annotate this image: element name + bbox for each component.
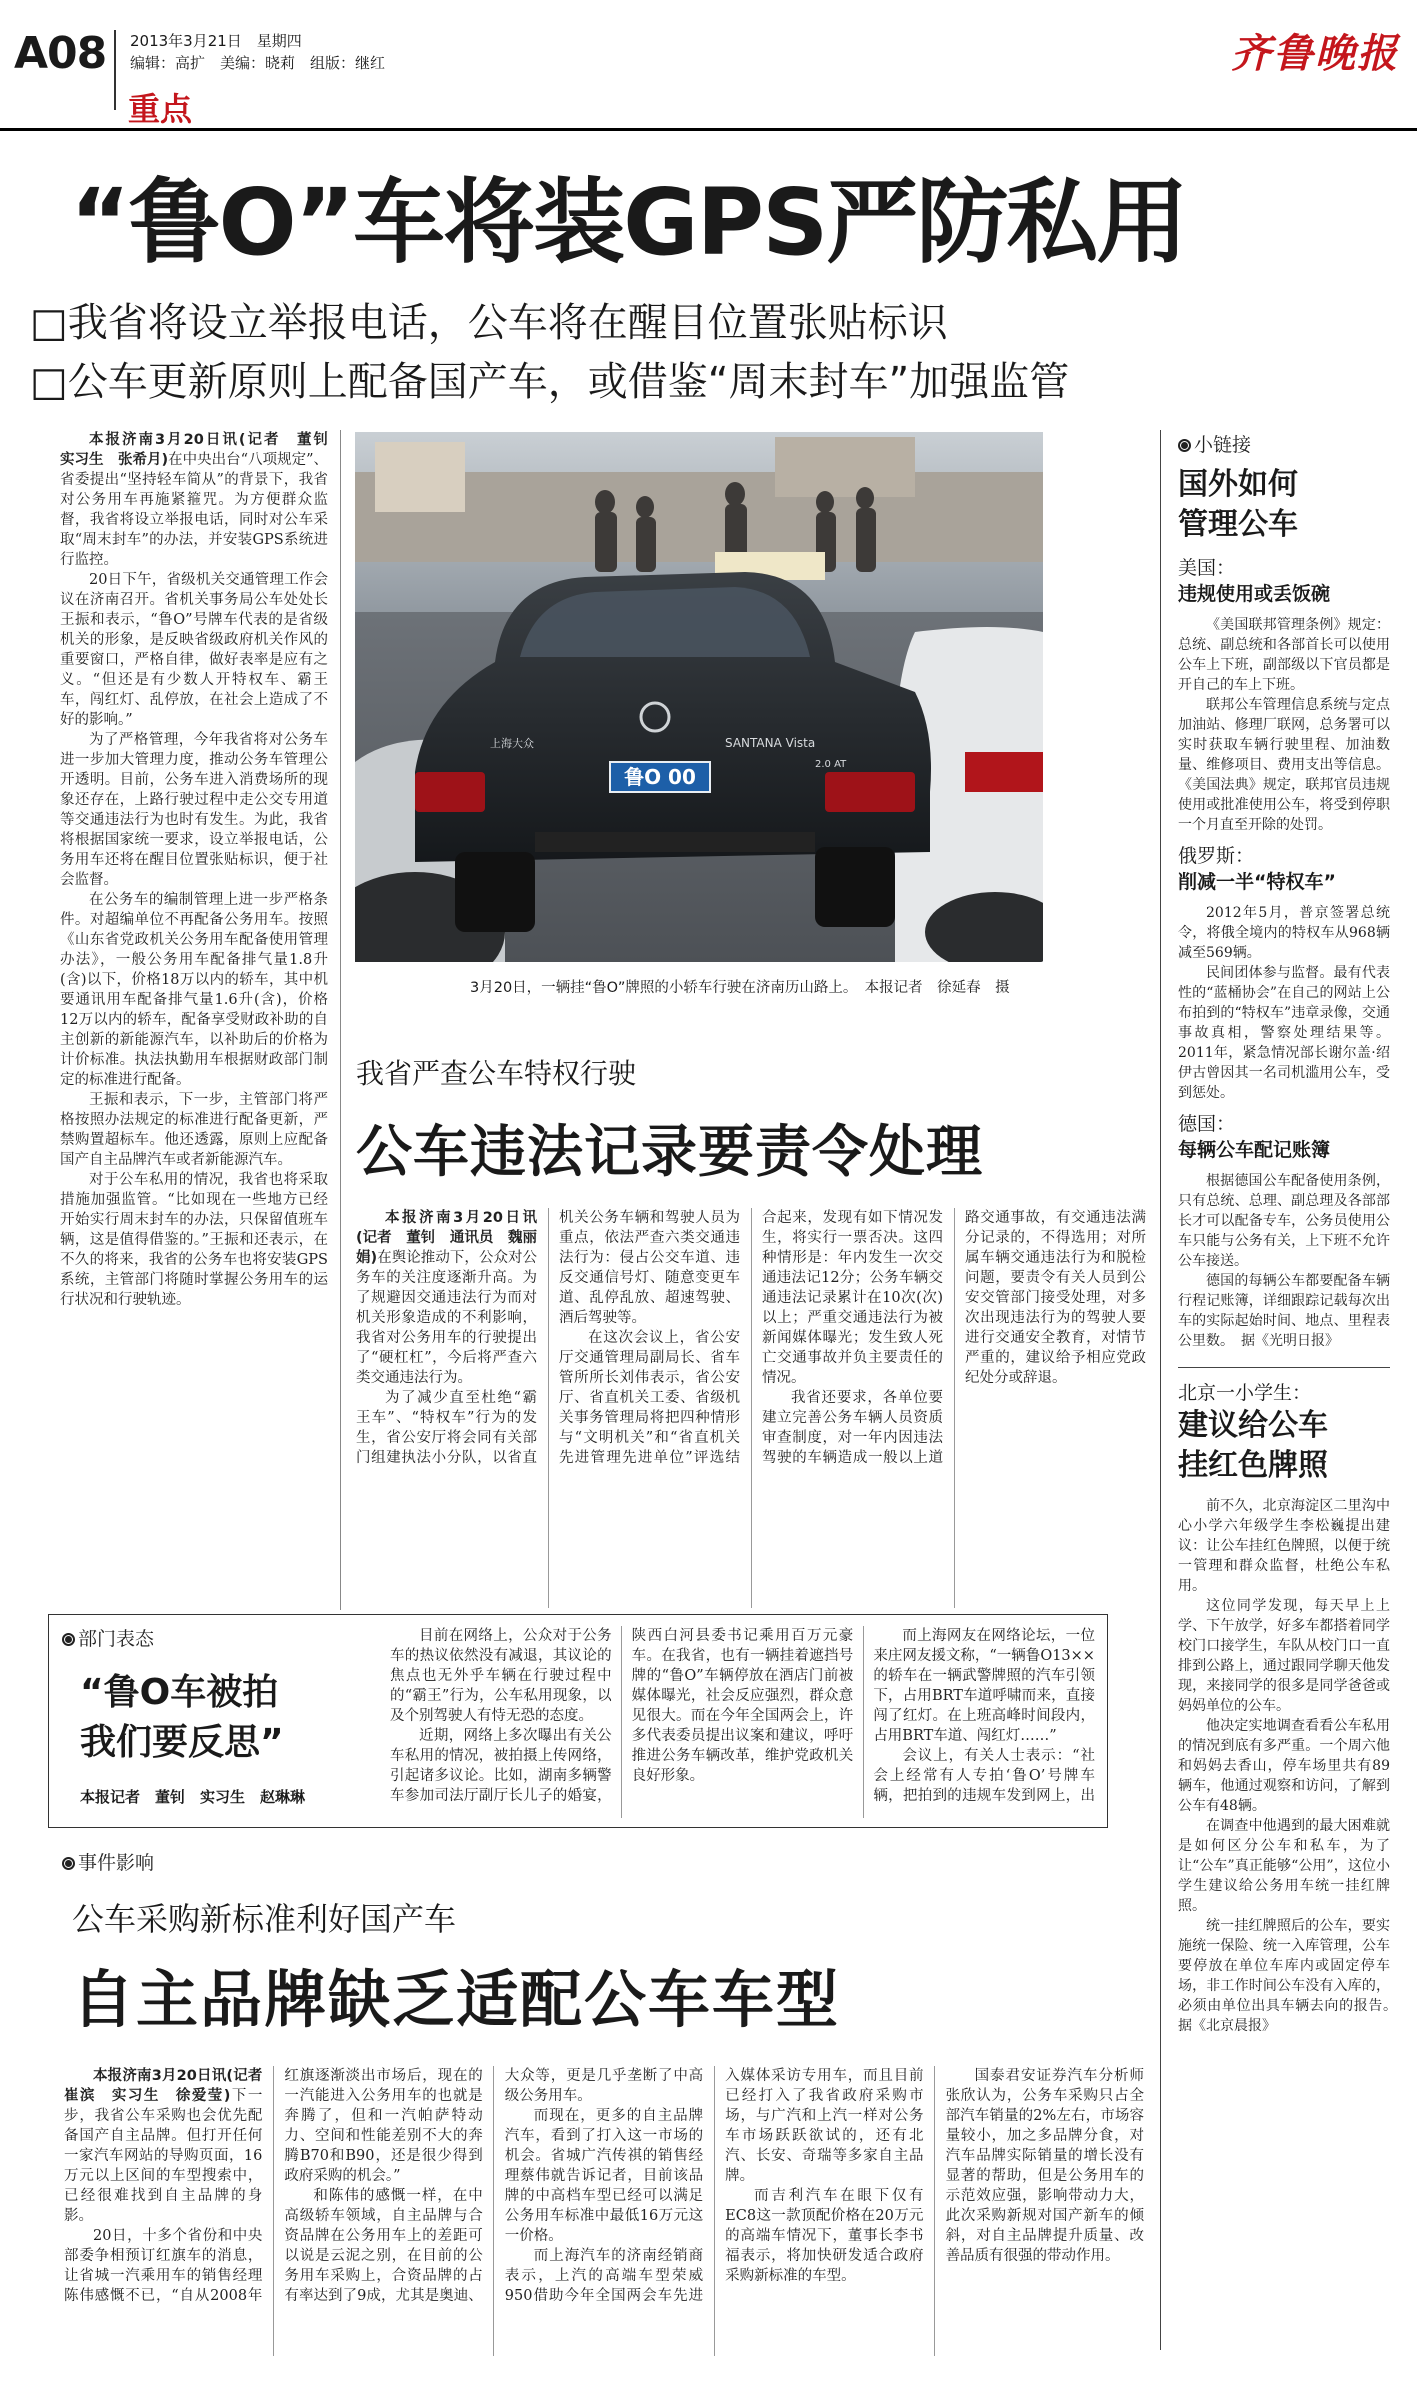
russia-title: 削减一半“特权车” <box>1178 871 1336 893</box>
sidebar <box>1178 430 1390 2350</box>
dept-headline-1: “鲁O车被拍 <box>80 1672 279 1713</box>
car-brand-badge: 上海大众 <box>490 737 534 750</box>
usa-para-2: 联邦公车管理信息系统与定点加油站、修理厂联网，总务署可以实时获取车辆行驶里程、加油数量、维修项目、费用支出等信息。《美国法典》规定，联邦官员违规使用或批准使用公车，将受到停职一个月直至开除的处罚。 <box>1178 697 1390 833</box>
main-para-3: 为了严格管理，今年我省将对公务车进一步加大管理力度，推动公务车管理公开透明。目前，公务车进入消费场所的现象还存在，上路行驶过程中走公交专用道等交通违法行为也时有发生。为此，我省将根据国家统一要求，设立举报电话，公务用车还将在醒目位置张贴标识，便于社会监督。 <box>60 732 328 888</box>
newspaper-logo: 齐鲁晚报 <box>1231 31 1399 77</box>
editors-line: 编辑：高扩 美编：晓莉 组版：继红 <box>130 54 386 72</box>
violation-article <box>356 1208 1146 1608</box>
main-para-1: 在中央出台“八项规定”、省委提出“坚持轻车简从”的背景下，我省对公务用车再施紧箍咒。为方便群众监督，我省将设立举报电话，同时对公车采取“周末封车”的办法，并安装GPS系统进行监控。 <box>60 452 328 568</box>
violation-kicker: 我省严查公车特权行驶 <box>356 1057 637 1090</box>
main-para-6: 对于公车私用的情况，我省也将采取措施加强监管。“比如现在一些地方已经开始实行周末封车的办法，只保留值班车辆，这是值得借鉴的。”王振和还表示，在不久的将来，我省的公务车也将安装GPS系统，主管部门将随时掌握公务用车的运行状况和行驶轨迹。 <box>60 1172 328 1308</box>
dot-icon <box>62 1633 75 1646</box>
student-para-4: 在调查中他遇到的最大困难就是如何区分公车和私车，为了让“公车”真正能够“公用”，这位小学生建议给公务用车统一挂红牌照。 <box>1178 1818 1390 1914</box>
russia-para-1: 2012年5月，普京签署总统令，将俄全境内的特权车从968辆减至569辆。 <box>1178 905 1390 961</box>
main-para-4: 在公务车的编制管理上进一步严格条件。对超编单位不再配备公务用车。按照《山东省党政机关公务用车配备使用管理办法》，一般公务用车配备排气量1.8升(含)以下，价格18万以内的轿车，其中机要通讯用车配备排气量1.6升(含)，价格12万以内的轿车，配备享受财政补助的自主创新的新能源汽车，以补助后的价格为计价标准。执法执勤用车根据财政部门制定的标准进行配备。 <box>60 892 328 1088</box>
col-divider <box>340 430 341 1610</box>
student-kicker: 北京一小学生： <box>1178 1382 1312 1404</box>
violation-para-3: 在这次会议上，省公安厅交通管理局副局长、省车管所所长刘伟表示，省公安厅、省直机关工委、省级机关事务管理局将把四种情形与“文明机关”和“省直机关先进管理先进单位”评选结合起来，发现有如下情况发生，将实行一票否决。这四种情形是：年内发生一次交通违法记12分；公务车辆交通违法记录累计在10次(次)以上；严重交通违法行为被新闻媒体曝光；发生致人死亡交通事故并负主要责任的情况。 <box>559 1210 943 1466</box>
dept-para-1: 目前在网络上，公众对于公务车的热议依然没有减退，其议论的焦点也无外乎车辆在行驶过程中的“霸王”行为，公车私用现象，以及个别驾驶人有恃无恐的态度。 <box>390 1628 612 1724</box>
impact-para-5: 而上海汽车的济南经销商表示，上汽的高端车型荣威950借助今年全国两会车先进入媒体采访专用车，而且目前已经打入了我省政府采购市场，与广汽和上汽一样对公务车市场跃跃欲试的，还有北汽、长安、奇瑞等多家自主品牌。 <box>504 2068 924 2304</box>
dot-icon <box>62 1857 75 1870</box>
germany-para-2: 德国的每辆公车都要配备车辆行程记账簿，详细跟踪记载每次出车的实际起始时间、地点、里程表公里数。 据《光明日报》 <box>1178 1273 1390 1349</box>
impact-para-1: 下一步，我省公车采购也会优先配备国产自主品牌。但打开任何一家汽车网站的导购页面，16万元以上区间的车型搜索中，已经很难找到自主品牌的身影。 <box>64 2088 263 2224</box>
student-headline-1: 建议给公车 <box>1178 1408 1328 1443</box>
main-subhead-2: □公车更新原则上配备国产车，或借鉴“周末封车”加强监管 <box>30 359 1070 405</box>
license-plate-text: 鲁O 00 <box>624 765 696 789</box>
section-label: 重点 <box>128 90 193 128</box>
dept-para-2: 近期，网络上多次曝出有关公车私用的情况，被拍摄上传网络，引起诸多议论。比如，湖南多辆警车参加司法厅副厅长儿子的婚宴，陕西白河县委书记乘用百万元豪车。在我省，也有一辆挂着遮挡号牌的“鲁O”车辆停放在酒店门前被媒体曝光，社会反应强烈，群众意见很大。而在今年全国两会上，许多代表委员提出议案和建议，呼吁推进公务车辆改革，维护党政机关良好形象。 <box>390 1628 854 1804</box>
russia-para-2: 民间团体参与监督。最有代表性的“蓝桶协会”在自己的网站上公布拍到的“特权车”违章录像，交通事故真相，警察处理结果等。2011年，紧急情况部长谢尔盖·绍伊古曾因其一名司机滥用公车，受到惩处。 <box>1178 965 1390 1101</box>
sidebar-inner-rule <box>1178 1367 1390 1368</box>
impact-headline: 自主品牌缺乏适配公车车型 <box>72 1963 841 2036</box>
dept-para-4: 会议上，有关人士表示：“社会上经常有人专拍‘鲁O’号牌车辆，把拍到的违规车发到网上，出 <box>873 1748 1095 1804</box>
germany-title: 每辆公车配记账簿 <box>1178 1139 1331 1161</box>
news-photo <box>355 432 1043 962</box>
dept-headline-2: 我们要反思” <box>80 1722 284 1763</box>
student-para-2: 这位同学发现，每天早上上学、下午放学，好多车都搭着同学校门口接学生，车队从校门口一直排到公路上，通过跟同学聊天他发现，来接同学的很多是同学爸爸或妈妈单位的公车。 <box>1178 1598 1390 1714</box>
impact-article <box>64 2066 1144 2356</box>
russia-country: 俄罗斯： <box>1178 845 1255 867</box>
impact-byline: 本报济南3月20日讯(记者 崔滨 实习生 徐爱莹) <box>64 2068 277 2104</box>
sidebar-title-1: 国外如何 <box>1178 467 1298 502</box>
germany-country: 德国： <box>1178 1113 1236 1135</box>
photo-caption: 3月20日，一辆挂“鲁O”牌照的小轿车行驶在济南历山路上。 本报记者 徐延春 摄 <box>470 980 1010 996</box>
car-trim-badge: 2.0 AT <box>815 759 847 770</box>
student-para-1: 前不久，北京海淀区二里沟中心小学六年级学生李松巍提出建议：让公车挂红色牌照，以便于统一管理和群众监督，杜绝公车私用。 <box>1178 1498 1390 1594</box>
main-article <box>60 430 328 1470</box>
impact-tag <box>62 1848 154 1875</box>
dept-byline: 本报记者 董钊 实习生 赵琳琳 <box>80 1788 306 1806</box>
impact-tag-label: 事件影响 <box>78 1852 155 1874</box>
impact-para-6: 而吉利汽车在眼下仅有EC8这一款顶配价格在20万元的高端车情况下，董事长李书福表示，将加快研发适合政府采购新标准的车型。 <box>725 2188 924 2284</box>
violation-para-2: 为了减少直至杜绝“霸王车”、“特权车”行为的发生，省公安厅将会同有关部门组建执法小分队，以省直机关公务车辆和驾驶人员为重点，依法严查六类交通违法行为：侵占公交车道、违反交通信号灯、随意变更车道、乱停乱放、超速驾驶、酒后驾驶等。 <box>356 1210 740 1466</box>
main-headline: “鲁O”车将装GPS严防私用 <box>70 169 1187 276</box>
usa-para-1: 《美国联邦管理条例》规定：总统、副总统和各部首长可以使用公车上下班，副部级以下官员都是开自己的车上下班。 <box>1178 617 1390 693</box>
violation-para-4: 我省还要求，各单位要建立完善公务车辆人员资质审查制度，对一年内因违法驾驶的车辆造成一般以上道路交通事故，有交通违法满分记录的，不得选用；对所属车辆交通违法行为和脱检问题，要责令有关人员到公安交管部门接受处理，对多次出现违法行为的驾驶人要进行交通安全教育，对情节严重的，建议给予相应党政纪处分或辞退。 <box>762 1210 1146 1466</box>
impact-para-2: 20日，十多个省份和中央部委争相预订红旗车的消息，让省城一汽乘用车的销售经理陈伟感慨不已，“自从2008年红旗逐渐淡出市场后，现在的一汽能进入公务用车的也就是奔腾了，但和一汽帕萨特动力、空间和性能差别不大的奔腾B70和B90，还是很少得到政府采购的机会。” <box>64 2068 483 2304</box>
header-rule <box>0 128 1417 131</box>
impact-para-7: 国泰君安证券汽车分析师张欣认为，公务车采购只占全部汽车销量的2%左右，市场容量较小，加之多品牌分食，对汽车品牌实际销量的增长没有显著的帮助，但是公务用车的示范效应强，影响带动力大，此次采购新规对国产新车的倾斜，对自主品牌提升质量、改善品质有很强的带动作用。 <box>945 2068 1144 2264</box>
main-para-5: 王振和表示，下一步，主管部门将严格按照办法规定的标准进行配备更新，严禁购置超标车。他还透露，原则上应配备国产自主品牌汽车或者新能源汽车。 <box>60 1092 328 1168</box>
car-photo-illustration <box>355 432 1043 962</box>
sidebar-divider <box>1160 430 1161 2350</box>
header-divider-vertical <box>114 30 116 110</box>
dept-para-3: 而上海网友在网络论坛，一位来庄网友援文称，“一辆鲁O13××的轿车在一辆武警牌照的汽车引领下，占用BRT车道呼啸而来，直接闯了红灯。在上班高峰时间段内，占用BRT车道、闯红灯……” <box>873 1628 1095 1744</box>
dept-tag <box>62 1624 154 1651</box>
student-para-3: 他决定实地调查看看公车私用的情况到底有多严重。一个周六他和妈妈去香山，停车场里共有89辆车，他通过观察和访问，了解到公车有48辆。 <box>1178 1718 1390 1814</box>
student-para-5: 统一挂红牌照后的公车，要实施统一保险、统一入库管理，公车要停放在单位车库内或固定停车场，非工作时间公车没有入库的，必须由单位出具车辆去向的报告。 据《北京晨报》 <box>1178 1918 1390 2034</box>
impact-para-3: 和陈伟的感慨一样，在中高级轿车领域，自主品牌与合资品牌在公务用车上的差距可以说是云泥之别，在目前的公务用车采购上，合资品牌的占有率达到了9成，尤其是奥迪、大众等，更是几乎垄断了中高级公务用车。 <box>284 2068 704 2304</box>
sidebar-tag <box>1178 430 1390 457</box>
violation-byline: 本报济南3月20日讯(记者 董钊 通讯员 魏丽娟) <box>356 1210 537 1266</box>
car-model-badge: SANTANA Vista <box>725 736 816 750</box>
main-byline: 本报济南3月20日讯(记者 董钊 实习生 张希月) <box>60 432 328 468</box>
main-para-2: 20日下午，省级机关交通管理工作会议在济南召开。省机关事务局公车处处长王振和表示，“鲁O”号牌车代表的是省级机关的形象，是反映省级政府机关作风的重要窗口，严格自律，做好表率是应有之义。“但还是有少数人开特权车、霸王车，闯红灯、乱停放，在社会上造成了不好的影响。” <box>60 572 328 728</box>
germany-para-1: 根据德国公车配备使用条例，只有总统、总理、副总理及各部部长才可以配备专车，公务员使用公车只能与公务有关，上下班不允许公车接送。 <box>1178 1173 1390 1269</box>
usa-title: 违规使用或丢饭碗 <box>1178 583 1331 605</box>
usa-country: 美国： <box>1178 557 1236 579</box>
violation-headline: 公车违法记录要责令处理 <box>356 1120 983 1185</box>
student-headline-2: 挂红色牌照 <box>1178 1448 1328 1483</box>
dept-tag-label: 部门表态 <box>78 1628 155 1650</box>
impact-para-4: 而现在，更多的自主品牌汽车，看到了打入这一市场的机会。省城广汽传祺的销售经理蔡伟就告诉记者，目前该品牌的中高档车型已经可以满足公务用车标准中最低16万元这一价格。 <box>504 2108 704 2244</box>
page-number: A08 <box>14 28 107 79</box>
main-subhead-1: □我省将设立举报电话，公车将在醒目位置张贴标识 <box>30 300 948 346</box>
dept-article <box>390 1626 1095 1818</box>
sidebar-tag-label: 小链接 <box>1194 434 1252 456</box>
violation-para-1: 在舆论推动下，公众对公务车的关注度逐渐升高。为了规避因交通违法行为而对机关形象造成的不利影响，我省对公务用车的行驶提出了“硬杠杠”，今后将严查六类交通违法行为。 <box>356 1250 538 1386</box>
dot-icon <box>1178 439 1191 452</box>
sidebar-title-2: 管理公车 <box>1178 507 1298 542</box>
issue-date: 2013年3月21日 星期四 <box>130 32 302 50</box>
impact-kicker: 公车采购新标准利好国产车 <box>72 1900 457 1938</box>
